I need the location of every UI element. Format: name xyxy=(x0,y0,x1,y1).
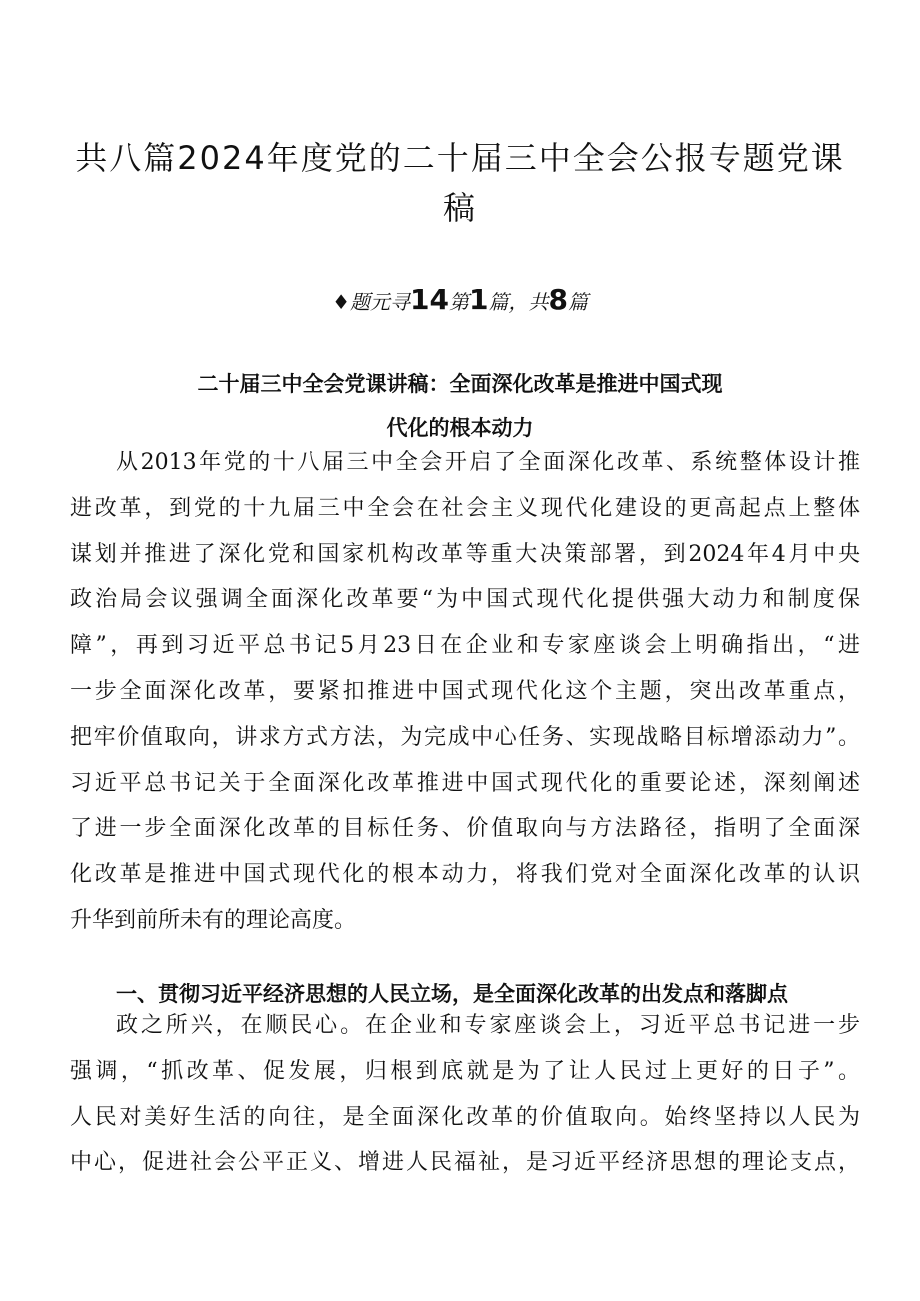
document-title xyxy=(60,133,860,233)
section-heading-1: 一、贯彻习近平经济思想的人民立场，是全面深化改革的出发点和落脚点 xyxy=(116,982,788,1006)
paragraph-line: 强调，“抓改革、促发展，归根到底就是为了让人民过上更好的日子”。 xyxy=(70,1058,860,1084)
paragraph-line: 从2013年党的十八届三中全会开启了全面深化改革、系统整体设计推 xyxy=(116,450,860,475)
paragraph-people xyxy=(70,1003,860,1186)
paragraph-line: 了进一步全面深化改革的目标任务、价值取向与方法路径，指明了全面深 xyxy=(70,816,860,842)
article-title xyxy=(0,362,920,450)
article-title-line: 代化的根本动力 xyxy=(386,416,534,441)
section-marker-total: 8 xyxy=(548,283,568,316)
paragraph-line: 进改革，到党的十九届三中全会在社会主义现代化建设的更高起点上整体 xyxy=(70,495,860,521)
paragraph-line: 中心，促进社会公平正义、增进人民福祉，是习近平经济思想的理论支点， xyxy=(70,1150,860,1176)
paragraph-line: 障”，再到习近平总书记5月23日在企业和专家座谈会上明确指出，“进 xyxy=(70,633,860,659)
document-title-line: 稿 xyxy=(442,189,477,228)
paragraph-line: 把牢价值取向，讲求方式方法，为完成中心任务、实现战略目标增添动力”。 xyxy=(70,724,860,750)
paragraph-line: 政治局会议强调全面深化改革要“为中国式现代化提供强大动力和制度保 xyxy=(70,587,860,613)
paragraph-line: 一步全面深化改革，要紧扣推进中国式现代化这个主题，突出改革重点， xyxy=(70,678,860,704)
section-marker-part: 1 xyxy=(468,283,489,316)
paragraph-line: 人民对美好生活的向往，是全面深化改革的价值取向。始终坚持以人民为 xyxy=(70,1104,860,1130)
section-marker-part-suffix: 篇，共 xyxy=(488,290,549,314)
article-title-line: 二十届三中全会党课讲稿：全面深化改革是推进中国式现 xyxy=(197,372,723,397)
paragraph-line: 化改革是推进中国式现代化的根本动力，将我们党对全面深化改革的认识 xyxy=(70,862,860,888)
paragraph-line: 政之所兴，在顺民心。在企业和专家座谈会上，习近平总书记进一步 xyxy=(116,1013,860,1038)
paragraph-line: 升华到前所未有的理论高度。 xyxy=(70,907,357,933)
section-marker-mid: 第 xyxy=(448,290,469,314)
paragraph-line: 习近平总书记关于全面深化改革推进中国式现代化的重要论述，深刻阐述 xyxy=(70,770,860,796)
document-title-line: 共八篇2024年度党的二十届三中全会公报专题党课 xyxy=(75,139,845,178)
section-marker-prefix: ♦题元寻 xyxy=(332,290,410,314)
paragraph-line: 谋划并推进了深化党和国家机构改革等重大决策部署，到2024年4月中央 xyxy=(70,541,860,567)
section-marker-total-suffix: 篇 xyxy=(567,290,588,314)
section-marker-number: 14 xyxy=(410,283,449,316)
paragraph-intro xyxy=(70,440,860,944)
section-marker xyxy=(0,283,920,320)
